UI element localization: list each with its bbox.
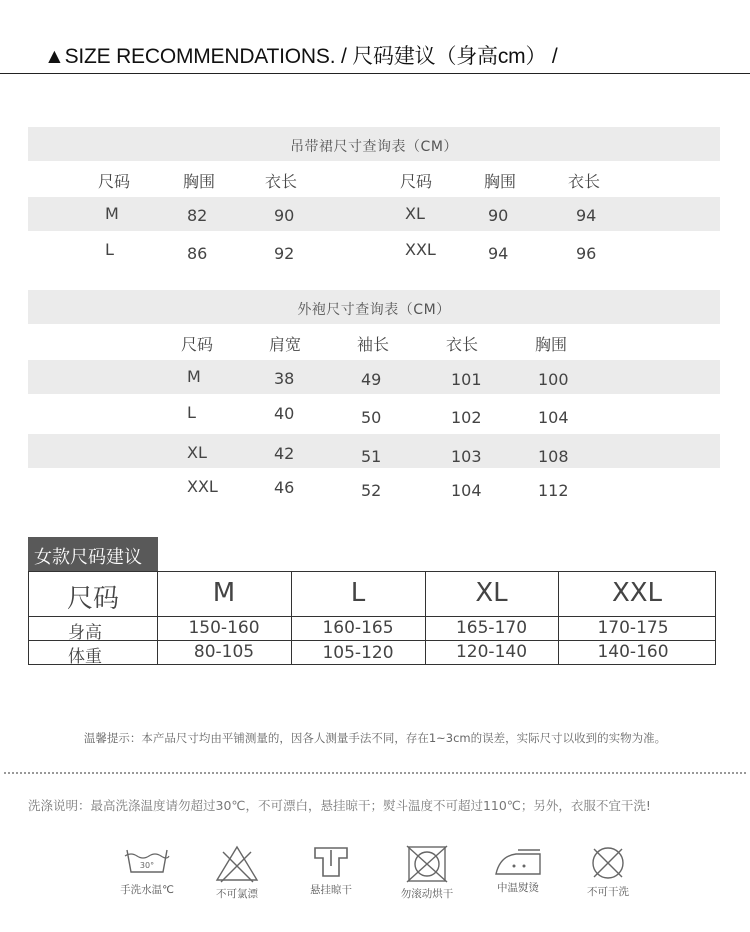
table-cell: 102 (451, 408, 482, 427)
table-cell: 101 (451, 370, 482, 389)
care-label: 悬挂晾干 (310, 884, 352, 896)
table-cell: 104 (451, 481, 482, 500)
table-row-band (28, 197, 720, 231)
table-cell: 94 (488, 244, 509, 263)
table-cell: 82 (187, 206, 208, 225)
robe-table-title: 外袍尺寸查询表（CM） (297, 302, 451, 318)
table-cell: 体重 (68, 647, 102, 667)
wash-temp-badge: 30° (139, 861, 155, 870)
table-cell: L (187, 403, 196, 422)
col-header: 尺码 (181, 335, 214, 354)
table-cell: 105-120 (322, 643, 394, 663)
table-cell: XL (187, 443, 207, 462)
table-cell: M (105, 204, 119, 223)
col-header: 尺码 (98, 172, 131, 191)
table-cell: 170-175 (597, 618, 669, 638)
dotted-divider (4, 772, 746, 774)
table-cell: 40 (274, 404, 295, 423)
table-cell: 92 (274, 244, 295, 263)
table-cell: 90 (274, 206, 295, 225)
table-cell: 108 (538, 447, 569, 466)
camisole-table-title: 吊带裙尺寸查询表（CM） (290, 139, 458, 155)
care-label: 不可氯漂 (216, 888, 258, 900)
table-cell: 50 (361, 408, 382, 427)
col-header: 肩宽 (269, 335, 302, 354)
table-cell: 120-140 (455, 642, 528, 662)
measurement-note: 温馨提示：本产品尺寸均由平铺测量的，因各人测量手法不同，存在1~3cm的误差，实际尺寸以收到的实物为准。 (83, 731, 667, 745)
table-cell: 80-105 (193, 642, 255, 662)
wash-instructions: 洗涤说明：最高洗涤温度请勿超过30℃，不可漂白，悬挂晾干；熨斗温度不可超过110℃；另外，衣服不宜干洗! (28, 798, 651, 813)
table-cell: 42 (274, 444, 295, 463)
no-tumble-dry-icon (382, 844, 472, 901)
table-cell: XXL (405, 240, 436, 259)
table-cell: 104 (538, 408, 569, 427)
no-bleach-icon (192, 844, 282, 901)
care-label: 中温熨烫 (497, 882, 539, 894)
col-header: 胸围 (535, 335, 568, 354)
table-cell: L (105, 240, 114, 259)
table-cell: 46 (274, 478, 295, 497)
col-header: XL (475, 578, 508, 608)
no-dry-clean-icon (563, 844, 653, 899)
col-header: 衣长 (568, 172, 601, 191)
table-cell: 90 (488, 206, 509, 225)
hand-wash-icon (102, 844, 192, 897)
page-title: ▲SIZE RECOMMENDATIONS. / 尺码建议（身高cm） / (44, 45, 558, 68)
table-cell: XL (405, 204, 425, 223)
table-cell: 112 (538, 481, 569, 500)
table-cell: 160-165 (322, 618, 394, 638)
women-size-table (28, 571, 716, 665)
col-header: 尺码 (66, 584, 119, 614)
care-label: 不可干洗 (587, 886, 629, 898)
table-cell: 103 (451, 447, 482, 466)
col-header: XXL (611, 578, 663, 608)
table-cell: 49 (361, 370, 382, 389)
table-cell: 38 (274, 369, 295, 388)
header-divider (0, 73, 750, 74)
col-header: 袖长 (357, 335, 390, 354)
col-header: M (212, 578, 236, 608)
table-cell: 165-170 (455, 618, 528, 638)
table-cell: 86 (187, 244, 208, 263)
table-cell: 140-160 (597, 642, 669, 662)
hang-dry-icon (286, 844, 376, 897)
table-cell: 身高 (68, 623, 102, 643)
col-header: 胸围 (183, 172, 216, 191)
col-header: 胸围 (484, 172, 517, 191)
care-label: 勿滚动烘干 (400, 888, 454, 900)
table-cell: 100 (538, 370, 569, 389)
table-cell: M (187, 367, 201, 386)
table-cell: 94 (576, 206, 597, 225)
iron-medium-icon (473, 844, 563, 895)
table-cell: 150-160 (188, 618, 260, 638)
col-header: L (350, 578, 366, 608)
table-cell: 51 (361, 447, 382, 466)
table-cell: XXL (187, 477, 218, 496)
col-header: 衣长 (265, 172, 298, 191)
col-header: 衣长 (446, 335, 479, 354)
women-table-title: 女款尺码建议 (34, 547, 142, 568)
table-cell: 52 (361, 481, 382, 500)
table-cell: 96 (576, 244, 597, 263)
col-header: 尺码 (400, 172, 433, 191)
care-label: 手洗水温℃ (120, 884, 174, 896)
